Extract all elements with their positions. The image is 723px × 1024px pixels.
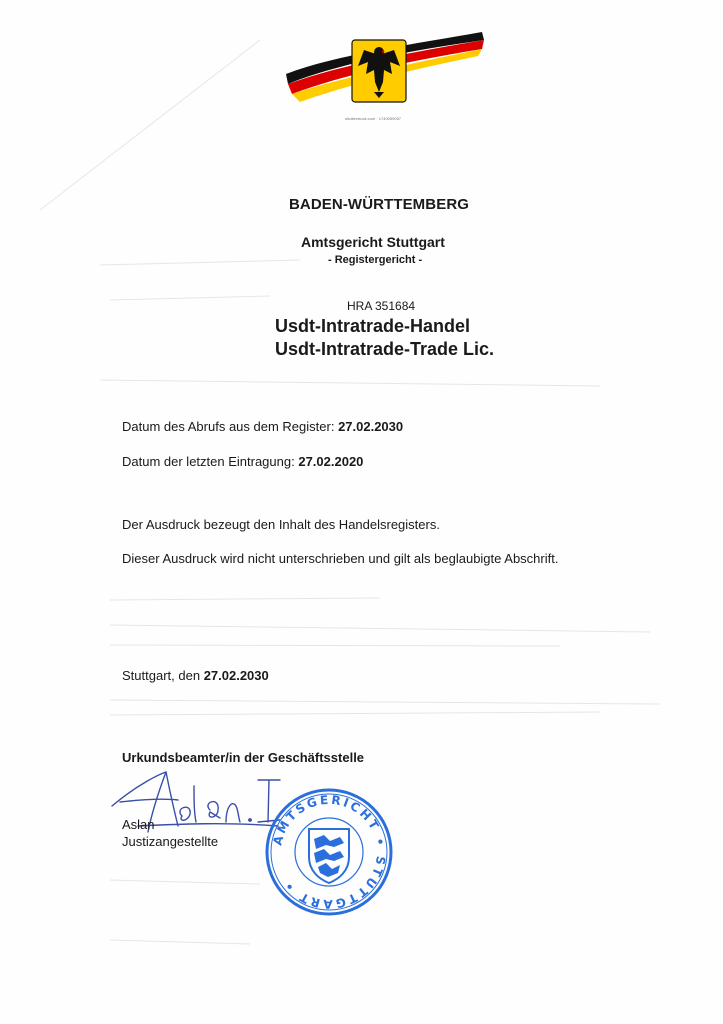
german-eagle-emblem — [282, 22, 487, 124]
emblem-caption: shutterstock.com · 1740059057 — [345, 116, 402, 121]
last-entry-date-value: 27.02.2020 — [298, 454, 364, 469]
court-heading: Amtsgericht Stuttgart — [301, 234, 445, 250]
company-name-line1: Usdt-Intratrade-Handel — [275, 316, 471, 336]
retrieval-date-label: Datum des Abrufs aus dem Register: — [122, 419, 335, 434]
note-line-1: Der Ausdruck bezeugt den Inhalt des Handelsregisters. — [122, 517, 440, 532]
court-stamp-seal — [264, 787, 394, 917]
place-label: Stuttgart, den — [122, 668, 201, 683]
place-date-value: 27.02.2030 — [203, 668, 269, 683]
place-date-line — [122, 668, 269, 683]
retrieval-date-line — [122, 419, 403, 434]
state-heading: BADEN-WÜRTTEMBERG — [289, 196, 470, 213]
retrieval-date-value: 27.02.2030 — [338, 419, 404, 434]
last-entry-date-line — [122, 454, 363, 469]
svg-text:AMTSGERICHT • STUTTGART •: AMTSGERICHT • STUTTGART • — [270, 792, 389, 912]
company-name-line2: Usdt-Intratrade-Trade Lic. — [275, 339, 495, 359]
signatory-name: Aslan — [122, 817, 155, 832]
coat-of-arms-icon — [309, 829, 349, 883]
note-line-2: Dieser Ausdruck wird nicht unterschrieben und gilt als beglaubigte Abschrift. — [122, 551, 559, 566]
last-entry-date-label: Datum der letzten Eintragung: — [122, 454, 295, 469]
signatory-role: Justizangestellte — [122, 834, 219, 849]
clerk-heading: Urkundsbeamter/in der Geschäftsstelle — [122, 750, 365, 765]
register-subheading: - Registergericht - — [328, 254, 423, 266]
hra-number: HRA 351684 — [347, 299, 416, 313]
